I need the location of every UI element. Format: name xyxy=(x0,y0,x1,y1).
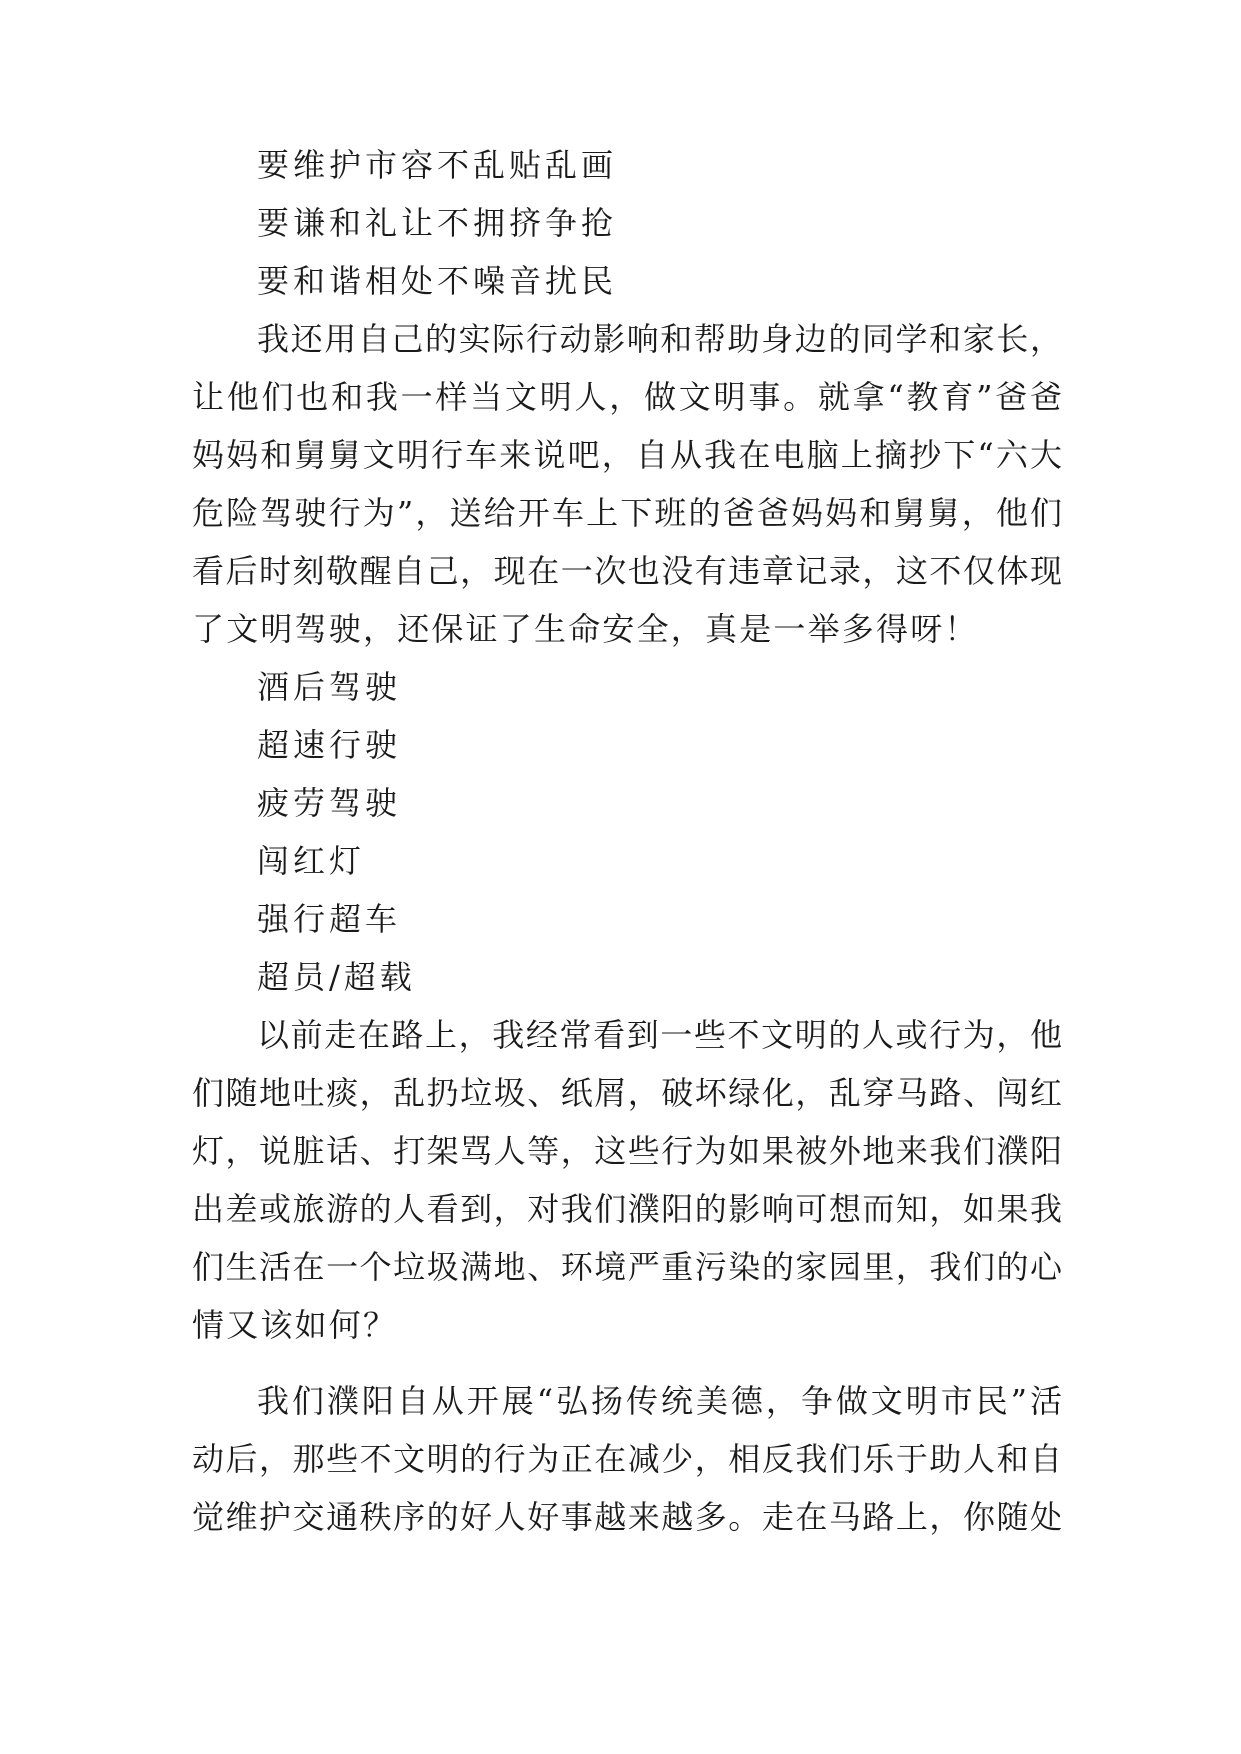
paragraph-line: 看后时刻敬醒自己，现在一次也没有违章记录，这不仅体现 xyxy=(192,552,1062,590)
paragraph-line: 出差或旅游的人看到，对我们濮阳的影响可想而知，如果我 xyxy=(192,1190,1062,1228)
paragraph-line: 我还用自己的实际行动影响和帮助身边的同学和家长， xyxy=(257,320,1062,358)
paragraph-line: 们生活在一个垃圾满地、环境严重污染的家园里，我们的心 xyxy=(192,1248,1062,1286)
paragraph-line: 了文明驾驶，还保证了生命安全，真是一举多得呀！ xyxy=(192,610,979,648)
slogan-line: 要和谐相处不噪音扰民 xyxy=(257,262,618,300)
slogan-line: 要谦和礼让不拥挤争抢 xyxy=(257,204,618,242)
paragraph-line: 以前走在路上，我经常看到一些不文明的人或行为，他 xyxy=(257,1016,1062,1054)
list-item: 超速行驶 xyxy=(257,726,402,764)
paragraph-line: 灯，说脏话、打架骂人等，这些行为如果被外地来我们濮阳 xyxy=(192,1132,1062,1170)
paragraph-line: 妈妈和舅舅文明行车来说吧，自从我在电脑上摘抄下“六大 xyxy=(192,436,1062,474)
paragraph-line: 动后，那些不文明的行为正在减少，相反我们乐于助人和自 xyxy=(192,1440,1062,1478)
slogan-line: 要维护市容不乱贴乱画 xyxy=(257,146,618,184)
paragraph-line: 情又该如何？ xyxy=(192,1306,398,1344)
paragraph-line: 我们濮阳自从开展“弘扬传统美德，争做文明市民”活 xyxy=(257,1382,1062,1420)
list-item: 疲劳驾驶 xyxy=(257,784,402,822)
paragraph-line: 让他们也和我一样当文明人，做文明事。就拿“教育”爸爸 xyxy=(192,378,1062,416)
list-item: 闯红灯 xyxy=(257,842,366,880)
paragraph-line: 危险驾驶行为”，送给开车上下班的爸爸妈妈和舅舅，他们 xyxy=(192,494,1062,532)
list-item: 超员/超载 xyxy=(257,958,416,996)
paragraph-line: 觉维护交通秩序的好人好事越来越多。走在马路上，你随处 xyxy=(192,1498,1062,1536)
list-item: 强行超车 xyxy=(257,900,402,938)
paragraph-line: 们随地吐痰，乱扔垃圾、纸屑，破坏绿化，乱穿马路、闯红 xyxy=(192,1074,1062,1112)
list-item: 酒后驾驶 xyxy=(257,668,402,706)
